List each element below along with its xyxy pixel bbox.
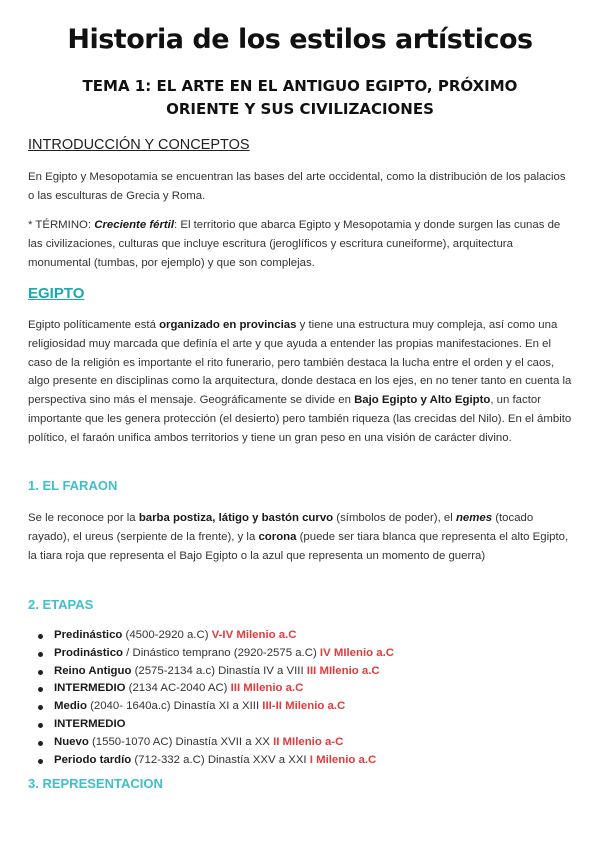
list-item: Reino Antiguo (2575-2134 a.c) Dinastía IV a VIII III MIlenio a.C [36,663,576,681]
intro-paragraph: En Egipto y Mesopotamia se encuentran las bases del arte occidental, como la distribución de los palacios o las esculturas de Grecia y Roma. [28,171,566,202]
egipto-bold-1: organizado en provincias [159,319,297,331]
bullet-icon [38,652,43,657]
faraon-bold-corona: corona [258,530,297,543]
faraon-text-1: Se le reconoce por la [28,512,139,524]
list-item: INTERMEDIO (2134 AC-2040 AC) III MIlenio a.C [36,680,576,698]
faraon-bold-1: barba postiza, látigo y bastón curvo [138,512,334,524]
faraon-text-4: (puede ser tiara blanca que representa el alto Egipto, la tiara roja que representa el Bajo Egipto o la azul que representa un momento de guerra) [28,530,569,562]
bullet-icon [38,723,43,728]
term-definition: : El territorio que abarca Egipto y Mesopotamia y donde surgen las cunas de las civilizaciones, culturas que incluye escritura (jeroglíficos y escritura cuneiforme), arquitectura monumental (tumbas, por ejemplo) y que son complejas. [28,219,561,269]
faraon-text-3: (tocado rayado), el ureus (serpiente de la frente), y la [28,512,534,543]
bullet-icon [38,687,43,692]
topic-subtitle: TEMA 1: EL ARTE EN EL ANTIGUO EGIPTO, PRÓXIMO ORIENTE Y SUS CIVILIZACIONES [82,77,518,118]
egipto-paragraph [28,316,573,448]
etapas-list [36,627,576,769]
egipto-heading: EGIPTO [28,285,85,302]
egipto-text-1: Egipto políticamente está [28,319,160,331]
list-item: Nuevo (1550-1070 AC) Dinastía XVII a XX II MIlenio a-C [36,734,576,752]
list-item: Medio (2040- 1640a.c) Dinastía XI a XIII III-II Milenio a.C [36,698,576,716]
term-prefix: * TÉRMINO: [28,219,95,231]
representacion-heading: 3. REPRESENTACION [28,776,163,791]
egipto-text-3: , un factor importante que les genera protección (el desierto) pero también riqueza (las crecidas del Nilo). En el ámbito político, el faraón unifica ambos territorios y tiene un gran peso en una visión de carácter divino. [28,394,572,444]
list-item: Predinástico (4500-2920 a.C) V-IV Milenio a.C [36,627,576,645]
etapas-heading: 2. ETAPAS [28,597,94,612]
term-paragraph [28,216,573,272]
bullet-icon [38,705,43,710]
faraon-text-2: (símbolos de poder), el [333,512,456,524]
egipto-text-2: y tiene una estructura muy compleja, así como una religiosidad muy marcada que definía el arte y que ayuda a entender las propias manifestaciones. En el caso de la religión es importante el rito funerario, pero también destaca la lucha entre el orden y el caos, algo presente en disciplinas como la arquitectura, donde destaca en los ejes, en no tener tanto en cuenta la perspectiva sino más el mensaje. Geográficamente se divide en [28,319,572,407]
list-item: Prodinástico / Dinástico temprano (2920-2575 a.C) IV MIlenio a.C [36,645,576,663]
faraon-heading: 1. EL FARAON [28,478,118,493]
bullet-icon [38,741,43,746]
list-item: Periodo tardío (712-332 a.C) Dinastía XXV a XXI I Milenio a.C [36,752,576,770]
faraon-bold-nemes: nemes [455,512,493,524]
page-title: Historia de los estilos artísticos [67,24,533,55]
list-item: INTERMEDIO [36,716,576,734]
egipto-bold-2: Bajo Egipto y Alto Egipto [354,394,491,407]
intro-heading: INTRODUCCIÓN Y CONCEPTOS [28,137,250,153]
bullet-icon [38,759,43,764]
faraon-paragraph [28,509,573,565]
bullet-icon [38,670,43,675]
bullet-icon [38,634,43,639]
term-word: Creciente fértil [94,219,175,231]
